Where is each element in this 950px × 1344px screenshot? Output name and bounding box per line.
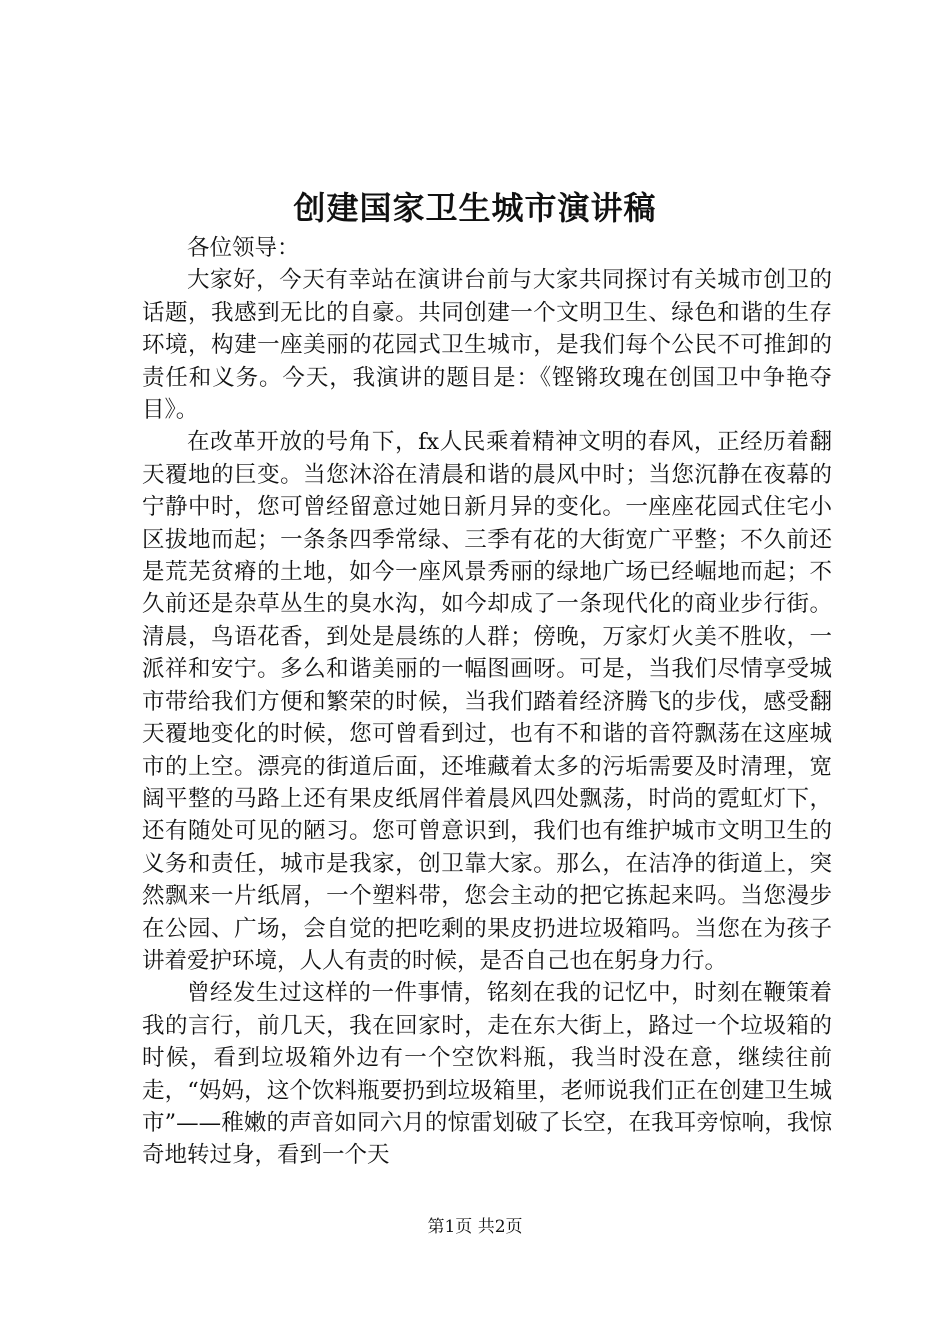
paragraph-city-changes: 在改革开放的号角下，fx人民乘着精神文明的春风，正经历着翻天覆地的巨变。当您沐浴在清晨和谐的晨风中时；当您沉静在夜幕的宁静中时，您可曾经留意过她日新月异的变化。一座座花园式住宅小区拔地而起；一条条四季常绿、三季有花的大街宽广平整；不久前还是荒芜贫瘠的土地，如今一座风景秀丽的绿地广场已经崛地而起；不久前还是杂草丛生的臭水沟，如今却成了一条现代化的商业步行街。清晨，鸟语花香，到处是晨练的人群；傍晚，万家灯火美不胜收，一派祥和安宁。多么和谐美丽的一幅图画呀。可是，当我们尽情享受城市带给我们方便和繁荣的时候，当我们踏着经济腾飞的步伐，感受翻天覆地变化的时候，您可曾看到过，也有不和谐的音符飘荡在这座城市的上空。漂亮的街道后面，还堆藏着太多的污垢需要及时清理，宽阔平整的马路上还有果皮纸屑伴着晨风四处飘荡，时尚的霓虹灯下，还有随处可见的陋习。您可曾意识到，我们也有维护城市文明卫生的义务和责任，城市是我家，创卫靠大家。那么，在洁净的街道上，突然飘来一片纸屑，一个塑料带，您会主动的把它拣起来吗。当您漫步在公园、广场，会自觉的把吃剩的果皮扔进垃圾箱吗。当您在为孩子讲着爱护环境，人人有责的时候，是否自己也在躬身力行。 xyxy=(142,429,832,974)
document-title: 创建国家卫生城市演讲稿 xyxy=(293,189,657,227)
document-body xyxy=(142,232,832,1172)
paragraph-anecdote: 曾经发生过这样的一件事情，铭刻在我的记忆中，时刻在鞭策着我的言行，前几天，我在回家时，走在东大街上，路过一个垃圾箱的时候，看到垃圾箱外边有一个空饮料瓶，我当时没在意，继续往前走，“妈妈，这个饮料瓶要扔到垃圾箱里，老师说我们正在创建卫生城市”——稚嫩的声音如同六月的惊雷划破了长空，在我耳旁惊响，我惊奇地转过身，看到一个天 xyxy=(142,980,832,1169)
paragraph-salutation: 各位领导： xyxy=(187,235,300,261)
paragraph-introduction: 大家好，今天有幸站在演讲台前与大家共同探讨有关城市创卫的话题，我感到无比的自豪。共同创建一个文明卫生、绿色和谐的生存环境，构建一座美丽的花园式卫生城市，是我们每个公民不可推卸的责任和义务。今天，我演讲的题目是：《铿锵玫瑰在创国卫中争艳夺目》。 xyxy=(142,267,832,424)
page-number-footer: 第1页 共2页 xyxy=(427,1217,523,1237)
